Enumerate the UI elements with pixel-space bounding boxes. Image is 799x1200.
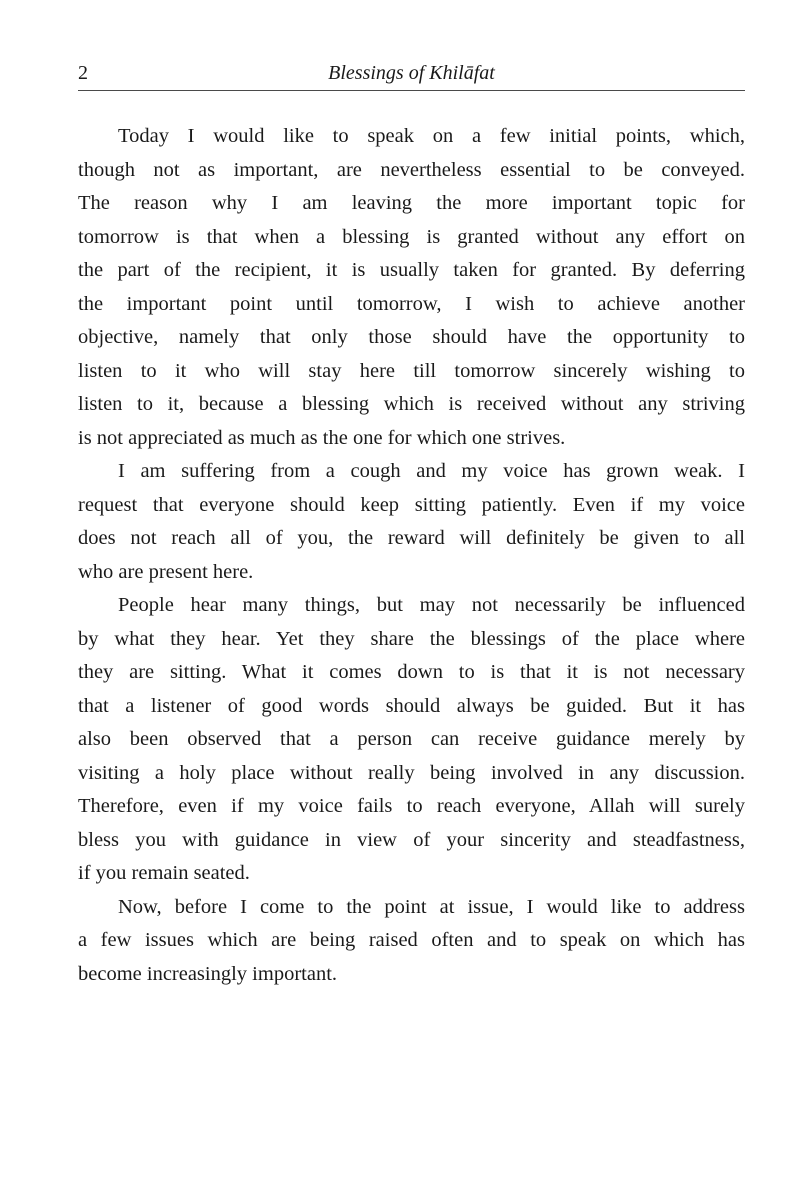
text-line: also been observed that a person can receive guidance merely by: [78, 728, 745, 750]
paragraph: [78, 120, 745, 455]
text-line: I am suffering from a cough and my voice has grown weak. I: [118, 460, 745, 482]
page-number: 2: [78, 62, 88, 84]
text-line: the important point until tomorrow, I wish to achieve another: [78, 292, 745, 315]
text-line: tomorrow is that when a blessing is granted without any effort on: [78, 225, 745, 248]
text-line: does not reach all of you, the reward will definitely be given to all: [78, 527, 745, 549]
text-line: become increasingly important.: [78, 962, 338, 985]
text-line: the part of the recipient, it is usually taken for granted. By deferring: [78, 259, 745, 281]
text-line: that a listener of good words should always be guided. But it has: [78, 694, 745, 717]
paragraph: [78, 891, 745, 992]
text-line: The reason why I am leaving the more important topic for: [78, 192, 745, 214]
running-title: Blessings of Khilāfat: [328, 62, 495, 84]
text-line: is not appreciated as much as the one for which one strives.: [78, 426, 566, 449]
text-line: by what they hear. Yet they share the blessings of the place where: [78, 627, 745, 650]
text-line: request that everyone should keep sitting patiently. Even if my voice: [78, 493, 745, 516]
text-line: listen to it, because a blessing which is received without any striving: [78, 393, 745, 415]
paragraph: [78, 589, 745, 891]
page-header: [78, 60, 745, 91]
body-text: [78, 120, 745, 991]
text-line: a few issues which are being raised often and to speak on which has: [78, 929, 745, 951]
text-line: Now, before I come to the point at issue, I would like to address: [118, 895, 745, 918]
text-line: bless you with guidance in view of your sincerity and steadfastness,: [78, 828, 745, 851]
paragraph: [78, 455, 745, 589]
text-line: objective, namely that only those should have the opportunity to: [78, 326, 745, 348]
text-line: though not as important, are nevertheless essential to be conveyed.: [78, 158, 745, 181]
text-line: Today I would like to speak on a few initial points, which,: [118, 125, 745, 147]
text-line: People hear many things, but may not necessarily be influenced: [118, 594, 745, 616]
text-line: Therefore, even if my voice fails to reach everyone, Allah will surely: [78, 795, 745, 817]
text-line: who are present here.: [78, 560, 254, 583]
text-line: they are sitting. What it comes down to is that it is not necessary: [78, 661, 745, 683]
text-line: listen to it who will stay here till tomorrow sincerely wishing to: [78, 359, 745, 382]
text-line: if you remain seated.: [78, 862, 250, 884]
text-line: visiting a holy place without really being involved in any discussion.: [78, 761, 745, 784]
